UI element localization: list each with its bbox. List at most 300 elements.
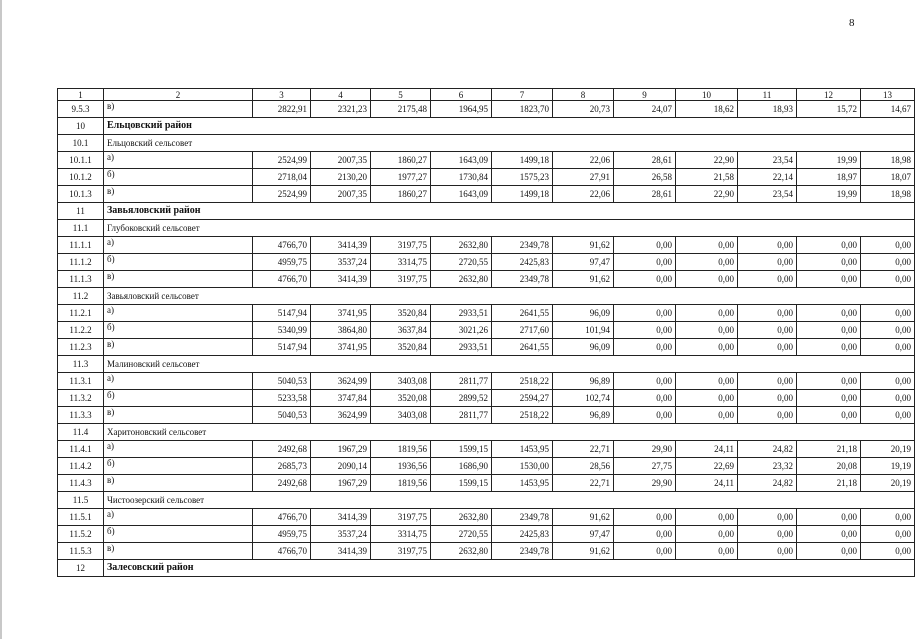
value-cell: 0,00 xyxy=(676,271,738,288)
value-cell: 2425,83 xyxy=(492,526,553,543)
value-cell: 27,75 xyxy=(614,458,676,475)
value-cell: 1860,27 xyxy=(371,186,431,203)
section-name: Завьяловский сельсовет xyxy=(104,288,915,305)
value-cell: 3314,75 xyxy=(371,526,431,543)
value-cell: 1575,23 xyxy=(492,169,553,186)
row-code: 11.2.3 xyxy=(58,339,104,356)
sub-item-label: а) xyxy=(104,441,253,458)
value-cell: 2933,51 xyxy=(431,305,492,322)
value-cell: 23,32 xyxy=(738,458,797,475)
row-code: 11.1.1 xyxy=(58,237,104,254)
page-edge xyxy=(0,0,2,639)
table-row xyxy=(58,526,915,543)
row-code: 10.1.3 xyxy=(58,186,104,203)
value-cell: 3747,84 xyxy=(311,390,371,407)
value-cell: 101,94 xyxy=(553,322,614,339)
value-cell: 1823,70 xyxy=(492,101,553,118)
section-name: Ельцовский сельсовет xyxy=(104,135,915,152)
value-cell: 21,18 xyxy=(797,441,861,458)
value-cell: 1860,27 xyxy=(371,152,431,169)
value-cell: 2811,77 xyxy=(431,407,492,424)
value-cell: 0,00 xyxy=(861,407,915,424)
row-code: 11.1.3 xyxy=(58,271,104,288)
value-cell: 23,54 xyxy=(738,152,797,169)
value-cell: 2175,48 xyxy=(371,101,431,118)
value-cell: 0,00 xyxy=(676,254,738,271)
sub-item-label: б) xyxy=(104,458,253,475)
value-cell: 5040,53 xyxy=(253,407,311,424)
value-cell: 24,82 xyxy=(738,475,797,492)
value-cell: 3624,99 xyxy=(311,407,371,424)
column-number-cell: 6 xyxy=(431,89,492,101)
value-cell: 0,00 xyxy=(614,254,676,271)
row-code: 11.2 xyxy=(58,288,104,305)
table-row xyxy=(58,509,915,526)
value-cell: 0,00 xyxy=(676,407,738,424)
value-cell: 97,47 xyxy=(553,526,614,543)
value-cell: 26,58 xyxy=(614,169,676,186)
value-cell: 0,00 xyxy=(676,322,738,339)
value-cell: 2720,55 xyxy=(431,526,492,543)
table-row xyxy=(58,339,915,356)
section-name: Ельцовский район xyxy=(104,118,915,135)
value-cell: 1643,09 xyxy=(431,186,492,203)
table-row xyxy=(58,543,915,560)
section-row xyxy=(58,424,915,441)
row-code: 11.4.3 xyxy=(58,475,104,492)
row-code: 11.3.2 xyxy=(58,390,104,407)
value-cell: 0,00 xyxy=(614,339,676,356)
value-cell: 3414,39 xyxy=(311,271,371,288)
value-cell: 22,06 xyxy=(553,152,614,169)
value-cell: 3520,84 xyxy=(371,305,431,322)
sub-item-label: а) xyxy=(104,305,253,322)
value-cell: 102,74 xyxy=(553,390,614,407)
value-cell: 24,11 xyxy=(676,441,738,458)
sub-item-label: б) xyxy=(104,169,253,186)
value-cell: 5147,94 xyxy=(253,305,311,322)
column-number-cell: 5 xyxy=(371,89,431,101)
value-cell: 0,00 xyxy=(861,373,915,390)
value-cell: 3314,75 xyxy=(371,254,431,271)
value-cell: 0,00 xyxy=(861,271,915,288)
column-number-cell: 4 xyxy=(311,89,371,101)
value-cell: 4959,75 xyxy=(253,254,311,271)
section-row xyxy=(58,288,915,305)
sub-item-label: а) xyxy=(104,373,253,390)
column-number-cell: 9 xyxy=(614,89,676,101)
table-row xyxy=(58,373,915,390)
value-cell: 2492,68 xyxy=(253,475,311,492)
value-cell: 0,00 xyxy=(797,509,861,526)
section-row xyxy=(58,135,915,152)
value-cell: 2130,20 xyxy=(311,169,371,186)
value-cell: 2524,99 xyxy=(253,152,311,169)
section-name: Харитоновский сельсовет xyxy=(104,424,915,441)
value-cell: 0,00 xyxy=(738,237,797,254)
value-cell: 1499,18 xyxy=(492,152,553,169)
tariff-table xyxy=(57,88,915,577)
value-cell: 19,99 xyxy=(797,152,861,169)
value-cell: 97,47 xyxy=(553,254,614,271)
row-code: 10.1.2 xyxy=(58,169,104,186)
value-cell: 1599,15 xyxy=(431,475,492,492)
value-cell: 1819,56 xyxy=(371,441,431,458)
value-cell: 18,98 xyxy=(861,152,915,169)
section-row xyxy=(58,220,915,237)
value-cell: 18,97 xyxy=(797,169,861,186)
value-cell: 18,93 xyxy=(738,101,797,118)
value-cell: 0,00 xyxy=(614,305,676,322)
value-cell: 3864,80 xyxy=(311,322,371,339)
row-code: 12 xyxy=(58,560,104,577)
value-cell: 2641,55 xyxy=(492,305,553,322)
value-cell: 3197,75 xyxy=(371,271,431,288)
value-cell: 0,00 xyxy=(797,407,861,424)
row-code: 11.1.2 xyxy=(58,254,104,271)
value-cell: 0,00 xyxy=(738,543,797,560)
value-cell: 4766,70 xyxy=(253,271,311,288)
value-cell: 3624,99 xyxy=(311,373,371,390)
value-cell: 3520,08 xyxy=(371,390,431,407)
value-cell: 29,90 xyxy=(614,475,676,492)
value-cell: 1819,56 xyxy=(371,475,431,492)
value-cell: 2321,23 xyxy=(311,101,371,118)
sub-item-label: в) xyxy=(104,101,253,118)
value-cell: 0,00 xyxy=(614,373,676,390)
value-cell: 4959,75 xyxy=(253,526,311,543)
value-cell: 22,90 xyxy=(676,152,738,169)
row-code: 11.4 xyxy=(58,424,104,441)
sub-item-label: а) xyxy=(104,237,253,254)
sub-item-label: в) xyxy=(104,271,253,288)
value-cell: 22,69 xyxy=(676,458,738,475)
value-cell: 0,00 xyxy=(797,390,861,407)
value-cell: 0,00 xyxy=(614,271,676,288)
column-number-cell: 7 xyxy=(492,89,553,101)
sub-item-label: б) xyxy=(104,322,253,339)
value-cell: 96,89 xyxy=(553,373,614,390)
value-cell: 19,99 xyxy=(797,186,861,203)
value-cell: 0,00 xyxy=(614,543,676,560)
sub-item-label: б) xyxy=(104,526,253,543)
value-cell: 0,00 xyxy=(614,509,676,526)
value-cell: 21,58 xyxy=(676,169,738,186)
table-row xyxy=(58,101,915,118)
table-row xyxy=(58,458,915,475)
column-number-row xyxy=(58,89,915,101)
value-cell: 2718,04 xyxy=(253,169,311,186)
value-cell: 2641,55 xyxy=(492,339,553,356)
value-cell: 0,00 xyxy=(861,509,915,526)
value-cell: 0,00 xyxy=(676,237,738,254)
value-cell: 3197,75 xyxy=(371,237,431,254)
value-cell: 0,00 xyxy=(738,509,797,526)
value-cell: 3414,39 xyxy=(311,237,371,254)
value-cell: 1977,27 xyxy=(371,169,431,186)
value-cell: 3197,75 xyxy=(371,543,431,560)
value-cell: 0,00 xyxy=(614,526,676,543)
value-cell: 0,00 xyxy=(861,543,915,560)
value-cell: 0,00 xyxy=(676,390,738,407)
column-number-cell: 11 xyxy=(738,89,797,101)
value-cell: 3021,26 xyxy=(431,322,492,339)
value-cell: 18,62 xyxy=(676,101,738,118)
value-cell: 0,00 xyxy=(738,305,797,322)
section-name: Глубоковский сельсовет xyxy=(104,220,915,237)
row-code: 11.3.3 xyxy=(58,407,104,424)
value-cell: 0,00 xyxy=(797,543,861,560)
value-cell: 3537,24 xyxy=(311,526,371,543)
value-cell: 23,54 xyxy=(738,186,797,203)
sub-item-label: а) xyxy=(104,152,253,169)
value-cell: 0,00 xyxy=(738,271,797,288)
table-row xyxy=(58,169,915,186)
value-cell: 1530,00 xyxy=(492,458,553,475)
value-cell: 0,00 xyxy=(738,322,797,339)
row-code: 11.5.2 xyxy=(58,526,104,543)
value-cell: 91,62 xyxy=(553,271,614,288)
sub-item-label: в) xyxy=(104,186,253,203)
table-row xyxy=(58,186,915,203)
value-cell: 0,00 xyxy=(614,390,676,407)
value-cell: 22,14 xyxy=(738,169,797,186)
value-cell: 29,90 xyxy=(614,441,676,458)
section-row xyxy=(58,492,915,509)
value-cell: 0,00 xyxy=(797,305,861,322)
page-number: 8 xyxy=(849,17,855,29)
row-code: 10 xyxy=(58,118,104,135)
value-cell: 0,00 xyxy=(797,339,861,356)
row-code: 11.3.1 xyxy=(58,373,104,390)
value-cell: 24,07 xyxy=(614,101,676,118)
row-code: 11.3 xyxy=(58,356,104,373)
column-number-cell: 10 xyxy=(676,89,738,101)
value-cell: 2632,80 xyxy=(431,543,492,560)
value-cell: 0,00 xyxy=(797,373,861,390)
value-cell: 0,00 xyxy=(861,390,915,407)
value-cell: 1686,90 xyxy=(431,458,492,475)
value-cell: 0,00 xyxy=(797,237,861,254)
table-row xyxy=(58,152,915,169)
section-row xyxy=(58,356,915,373)
row-code: 11.2.2 xyxy=(58,322,104,339)
value-cell: 3741,95 xyxy=(311,305,371,322)
value-cell: 5340,99 xyxy=(253,322,311,339)
value-cell: 1964,95 xyxy=(431,101,492,118)
row-code: 11.4.1 xyxy=(58,441,104,458)
value-cell: 2811,77 xyxy=(431,373,492,390)
value-cell: 4766,70 xyxy=(253,543,311,560)
value-cell: 0,00 xyxy=(738,390,797,407)
value-cell: 1453,95 xyxy=(492,475,553,492)
sub-item-label: б) xyxy=(104,390,253,407)
value-cell: 5147,94 xyxy=(253,339,311,356)
value-cell: 2349,78 xyxy=(492,509,553,526)
value-cell: 2632,80 xyxy=(431,237,492,254)
value-cell: 0,00 xyxy=(614,237,676,254)
value-cell: 0,00 xyxy=(676,526,738,543)
value-cell: 0,00 xyxy=(861,305,915,322)
value-cell: 1730,84 xyxy=(431,169,492,186)
column-number-cell: 1 xyxy=(58,89,104,101)
value-cell: 1453,95 xyxy=(492,441,553,458)
value-cell: 1599,15 xyxy=(431,441,492,458)
value-cell: 2425,83 xyxy=(492,254,553,271)
value-cell: 22,71 xyxy=(553,441,614,458)
value-cell: 3414,39 xyxy=(311,509,371,526)
section-name: Малиновский сельсовет xyxy=(104,356,915,373)
value-cell: 4766,70 xyxy=(253,237,311,254)
value-cell: 3537,24 xyxy=(311,254,371,271)
value-cell: 0,00 xyxy=(614,322,676,339)
value-cell: 18,98 xyxy=(861,186,915,203)
row-code: 11.5.3 xyxy=(58,543,104,560)
value-cell: 24,82 xyxy=(738,441,797,458)
value-cell: 20,73 xyxy=(553,101,614,118)
section-row xyxy=(58,118,915,135)
value-cell: 2594,27 xyxy=(492,390,553,407)
value-cell: 3403,08 xyxy=(371,407,431,424)
value-cell: 0,00 xyxy=(738,254,797,271)
row-code: 11 xyxy=(58,203,104,220)
value-cell: 2632,80 xyxy=(431,271,492,288)
value-cell: 0,00 xyxy=(861,237,915,254)
value-cell: 91,62 xyxy=(553,237,614,254)
value-cell: 2518,22 xyxy=(492,407,553,424)
value-cell: 2720,55 xyxy=(431,254,492,271)
value-cell: 2524,99 xyxy=(253,186,311,203)
table-row xyxy=(58,475,915,492)
value-cell: 21,18 xyxy=(797,475,861,492)
value-cell: 96,09 xyxy=(553,339,614,356)
value-cell: 2492,68 xyxy=(253,441,311,458)
value-cell: 20,08 xyxy=(797,458,861,475)
value-cell: 3403,08 xyxy=(371,373,431,390)
column-number-cell: 2 xyxy=(104,89,253,101)
value-cell: 1967,29 xyxy=(311,441,371,458)
column-number-cell: 12 xyxy=(797,89,861,101)
value-cell: 5040,53 xyxy=(253,373,311,390)
value-cell: 24,11 xyxy=(676,475,738,492)
value-cell: 96,89 xyxy=(553,407,614,424)
value-cell: 3520,84 xyxy=(371,339,431,356)
section-name: Залесовский район xyxy=(104,560,915,577)
value-cell: 22,90 xyxy=(676,186,738,203)
value-cell: 96,09 xyxy=(553,305,614,322)
value-cell: 20,19 xyxy=(861,441,915,458)
value-cell: 0,00 xyxy=(861,526,915,543)
sub-item-label: в) xyxy=(104,475,253,492)
row-code: 10.1 xyxy=(58,135,104,152)
value-cell: 3197,75 xyxy=(371,509,431,526)
value-cell: 20,19 xyxy=(861,475,915,492)
value-cell: 1967,29 xyxy=(311,475,371,492)
sub-item-label: в) xyxy=(104,339,253,356)
value-cell: 15,72 xyxy=(797,101,861,118)
value-cell: 4766,70 xyxy=(253,509,311,526)
value-cell: 2933,51 xyxy=(431,339,492,356)
column-number-cell: 13 xyxy=(861,89,915,101)
value-cell: 2090,14 xyxy=(311,458,371,475)
value-cell: 19,19 xyxy=(861,458,915,475)
table-row xyxy=(58,441,915,458)
value-cell: 22,06 xyxy=(553,186,614,203)
value-cell: 2349,78 xyxy=(492,271,553,288)
value-cell: 28,56 xyxy=(553,458,614,475)
value-cell: 1643,09 xyxy=(431,152,492,169)
value-cell: 2349,78 xyxy=(492,543,553,560)
value-cell: 2717,60 xyxy=(492,322,553,339)
column-number-cell: 3 xyxy=(253,89,311,101)
value-cell: 1936,56 xyxy=(371,458,431,475)
value-cell: 0,00 xyxy=(676,305,738,322)
value-cell: 0,00 xyxy=(738,373,797,390)
row-code: 9.5.3 xyxy=(58,101,104,118)
table-row xyxy=(58,237,915,254)
row-code: 11.1 xyxy=(58,220,104,237)
value-cell: 0,00 xyxy=(676,543,738,560)
value-cell: 14,67 xyxy=(861,101,915,118)
table-row xyxy=(58,322,915,339)
value-cell: 0,00 xyxy=(861,254,915,271)
value-cell: 3414,39 xyxy=(311,543,371,560)
table-row xyxy=(58,390,915,407)
value-cell: 0,00 xyxy=(797,322,861,339)
value-cell: 0,00 xyxy=(861,322,915,339)
value-cell: 0,00 xyxy=(738,526,797,543)
value-cell: 0,00 xyxy=(676,339,738,356)
column-number-cell: 8 xyxy=(553,89,614,101)
section-name: Чистоозерский сельсовет xyxy=(104,492,915,509)
row-code: 11.2.1 xyxy=(58,305,104,322)
row-code: 11.5 xyxy=(58,492,104,509)
value-cell: 0,00 xyxy=(861,339,915,356)
table-row xyxy=(58,305,915,322)
sub-item-label: б) xyxy=(104,254,253,271)
row-code: 11.5.1 xyxy=(58,509,104,526)
value-cell: 0,00 xyxy=(797,254,861,271)
value-cell: 2632,80 xyxy=(431,509,492,526)
value-cell: 1499,18 xyxy=(492,186,553,203)
sub-item-label: в) xyxy=(104,407,253,424)
value-cell: 0,00 xyxy=(738,339,797,356)
value-cell: 28,61 xyxy=(614,152,676,169)
section-row xyxy=(58,560,915,577)
value-cell: 0,00 xyxy=(797,271,861,288)
section-name: Завьяловский район xyxy=(104,203,915,220)
value-cell: 2685,73 xyxy=(253,458,311,475)
value-cell: 0,00 xyxy=(676,509,738,526)
value-cell: 2822,91 xyxy=(253,101,311,118)
row-code: 10.1.1 xyxy=(58,152,104,169)
value-cell: 0,00 xyxy=(676,373,738,390)
value-cell: 0,00 xyxy=(738,407,797,424)
value-cell: 18,07 xyxy=(861,169,915,186)
value-cell: 2349,78 xyxy=(492,237,553,254)
value-cell: 22,71 xyxy=(553,475,614,492)
value-cell: 2518,22 xyxy=(492,373,553,390)
value-cell: 0,00 xyxy=(797,526,861,543)
sub-item-label: а) xyxy=(104,509,253,526)
value-cell: 91,62 xyxy=(553,509,614,526)
value-cell: 0,00 xyxy=(614,407,676,424)
value-cell: 5233,58 xyxy=(253,390,311,407)
value-cell: 2899,52 xyxy=(431,390,492,407)
value-cell: 2007,35 xyxy=(311,152,371,169)
sub-item-label: в) xyxy=(104,543,253,560)
value-cell: 3637,84 xyxy=(371,322,431,339)
